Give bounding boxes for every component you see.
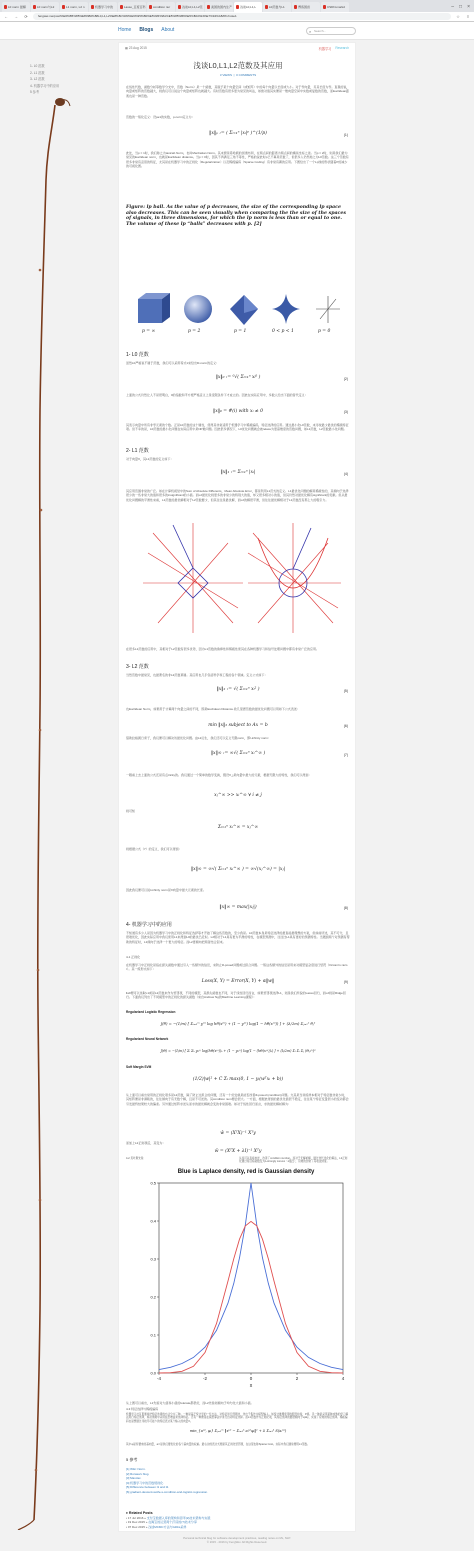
section-reg-p1: 在机器学习中正则化是指在损失函数中通过引入一些额外的信息，来防止ill-posed问题或过拟合问题。一般这些额外的信息是用来对模型复杂度进行惩罚（Occam's razor）。其一般形式如下： <box>126 963 348 972</box>
page-title: 浅谈L0,L1,L2范数及其应用 <box>193 61 283 70</box>
section-l2-p1: 当然范数中最常见，也最著名的非L2范数莫属。其应用也几乎包括科学和工程的各个领域。定义公式如下： <box>126 673 268 677</box>
section-l1-title: 2- L1 范数 <box>126 448 149 454</box>
y-tick-label: 0.2 <box>150 1294 156 1300</box>
section-reg-p5: 从而可以直接求逆，改善了condition number。而对于无解析解，通过迭代优化的算法，L2正则化通过将目标函数变为λ-strongly convex（λ强凸），有效的加快了其收敛速度。 <box>239 1157 348 1164</box>
astroid-shape <box>272 294 300 324</box>
equation-11: ‖x‖∞ = max(|xⱼ|) <box>219 905 257 910</box>
l1-l2-constraint-diagram <box>143 523 343 638</box>
series-line-laplace <box>159 1183 343 1370</box>
address-bar[interactable]: fengwei.me/post/%E6%B5%85%E8%B0%88L0,L1,L2%E8%8C%83%E6%95%B0%E5%8F%8A%E5%85%B6%E5%BA%94%E7%94%A8/#fn:fnote1 <box>33 13 451 20</box>
section-l1-p3: 在很多L1范数的应用中，其相对于L2范数有很多优势，因为L1范数的鲁棒性和稀疏性使其在各种机器学习和信号处理问题中都有非常广泛的应用。 <box>126 647 320 651</box>
octahedron-shape <box>230 295 258 325</box>
section-reg-p4: 而加上L2正则项后，其变为： <box>126 1141 166 1145</box>
related-item: • 19 Dec 2015 » 在淘宝的运营两个打造的(?)技术分享 <box>126 1520 197 1525</box>
related-item: • 07 Dec 2015 » 浅谈MCMC方法与Gibbs采样 <box>126 1524 187 1529</box>
y-tick-label: 0.4 <box>150 1218 156 1224</box>
reference-item[interactable]: [4] 机器学习中的范数规则化. <box>126 1480 165 1485</box>
browser-tab[interactable] <box>205 2 233 12</box>
chart-title: Blue is Laplace density, red is Gaussian density <box>177 1169 315 1175</box>
related-posts-title: ♦ Related Posts <box>126 1511 153 1515</box>
views-count: 3 VIEWS <box>219 73 233 77</box>
subsection-bayes: 4-2 贝叶斯先验 <box>126 1157 144 1160</box>
equation-5-number: (5) <box>343 689 348 693</box>
figure-caption: Figure: lp ball. As the value of p decreases, the size of the corresponding lp space also decreases. This can be seen visually when comparing the the size of the spaces of signals, in three dimensions, for which the lp norm is less than or equal to one. The volume of these lp “balls” decreases with p. [2] <box>126 205 347 227</box>
post-stats: 3 VIEWS | 0 COMMENTS <box>219 73 257 77</box>
site-header <box>0 22 474 40</box>
equation-8: xⱼ^∞ >> xᵢ^∞ ∀ i ≠ j <box>214 793 262 798</box>
close-icon[interactable]: × <box>467 4 470 10</box>
back-icon[interactable]: ← <box>4 14 8 19</box>
equation-12-number: (9) <box>343 980 348 984</box>
tab-label: L1 norm, L2 n <box>66 5 85 9</box>
x-axis-label: x <box>249 1383 253 1389</box>
y-tick-label: 0.3 <box>150 1256 156 1262</box>
section-l1-p1: 对于向量X，其L1范数的定义如下： <box>126 457 174 461</box>
label-svm: Soft Margin SVM <box>126 1065 152 1069</box>
post-date: ▦ 23 Aug 2015 <box>125 46 147 50</box>
x-tick-label: -4 <box>156 1376 162 1381</box>
equation-13: J(θ) = −(1/m) [ Σᵢ₌₁ᵐ y⁽ⁱ⁾ log hθ(x⁽ⁱ⁾) + (1 − y⁽ⁱ⁾) log(1 − hθ(x⁽ⁱ⁾)) ] + (λ/2m) Σⱼ₌₁ⁿ θⱼ² <box>160 1021 316 1026</box>
browser-tab[interactable] <box>147 2 175 12</box>
maximize-icon[interactable]: □ <box>459 4 463 10</box>
related-link[interactable]: 在淘宝的运营两个打造的(?)技术分享 <box>148 1520 197 1525</box>
section-reg-p2: ‖w‖便可以选取L1或是L2范数来作为惩罚项，不同的模型，其损失函数也不同，对于线性回归而言，如果惩罚项选择L1，则是我们所说的Lasso回归，而L2则是Ridge回归。下面我们列出了不同模型中的正则化的损失函数（来自Andrew Ng的Machine Learning课程）： <box>126 991 346 1000</box>
lp-ball-figure <box>126 293 350 341</box>
reference-item[interactable]: [2] Rorasa's blog. <box>126 1471 150 1476</box>
bulb-icon: ♦ <box>126 1511 129 1515</box>
tab-favicon-icon <box>91 5 95 9</box>
label-p-1: p = 1 <box>234 329 247 334</box>
reference-list <box>126 1467 208 1495</box>
section-reg-p3: 从上面可以看出常用的正则化项多是L2范数，除了防止过拟合的问题，还有一个好处就是能否改善ill-posed (condition)问题。尤其是当训练样本相对于特征数非常少时，其矩阵便是非满秩的，往往倾向于有无数个解，且是不可逆的。其condition num便会很大。一方面，根据此得到的最优化值很不稳定，往往某个特征变量很小的变动都会引发最终结果较大的偏差。另外通过矩阵求逆从而求的最优解就会变的非常困难。如对于线性回归而言，求的最优解析解为： <box>126 1093 349 1106</box>
equation-16: ŵ = (XᵀX)⁻¹ Xᵀy <box>220 1131 256 1136</box>
subsection-feature-selection: 4-3 特征选择与稀疏编码 <box>126 1407 159 1411</box>
section-bayes-p2: 从上图可以看出，L1先验对大值和小值的tolerate都很好，而L2先验则倾向于均匀化大值和小值。 <box>126 1401 254 1405</box>
browser-tab[interactable] <box>263 2 291 12</box>
equation-6: min ‖x‖₂ subject to Ax = b <box>208 723 268 728</box>
section-l0-p1: 虽然L0严格说不属于范数，我们可以采用等式1来给出l0-norm的定义： <box>126 361 220 365</box>
tab-favicon-icon <box>4 5 8 9</box>
search-input[interactable] <box>306 27 356 35</box>
section-ref-title: 5 参考 <box>126 1457 138 1462</box>
equation-17: ŵ = (XᵀX + λI)⁻¹ Xᵀy <box>214 1149 262 1154</box>
plot-frame <box>159 1183 343 1373</box>
tab-favicon-icon <box>149 5 153 9</box>
forward-icon[interactable]: → <box>14 14 18 19</box>
density-chart <box>141 1169 351 1399</box>
menu-icon[interactable]: ≡ <box>466 14 470 19</box>
toc-item-l2[interactable]: 3- L2 范数 <box>30 77 45 81</box>
x-tick-label: 2 <box>295 1376 299 1381</box>
star-icon[interactable]: ☆ <box>456 14 460 19</box>
search-icon: ⌕ <box>309 29 312 34</box>
equation-2: ‖x‖₀ := ⁰√( Σᵢ₌₁ⁿ xᵢ⁰ ) <box>215 375 261 380</box>
calendar-icon: ▦ <box>125 46 129 50</box>
equation-14: J(Θ) = −(1/m) [ Σᵢ Σₖ yₖ⁽ⁱ⁾ log(hΘ(x⁽ⁱ⁾))ₖ + (1 − yₖ⁽ⁱ⁾) log(1 − (hΘ(x⁽ⁱ⁾))ₖ) ] + (λ/2m) Σₗ Σᵢ Σⱼ (Θⱼᵢ⁽ˡ⁾)² <box>160 1049 316 1053</box>
browser-tab[interactable] <box>2 2 30 12</box>
tab-label: 机器学习中的 <box>95 5 114 9</box>
equation-1: ‖x‖ₚ := ( Σᵢ₌₁ⁿ |xᵢ|ᵖ )^(1/p) <box>209 131 267 136</box>
equation-3-number: (3) <box>343 410 348 414</box>
section-l0-p2: 上面的公式仍然让人不是很明白，0的指数和平方根严格意义上是受限条件下才成立的。因此在实际应用中，多数人给出下面的替代定义： <box>126 393 308 397</box>
tab-label: Lasso_百度百科 <box>124 5 146 9</box>
reload-icon[interactable]: ⟳ <box>24 14 28 19</box>
toc-item-l1[interactable]: 2- L1 范数 <box>30 70 45 75</box>
browser-tab[interactable] <box>89 2 117 12</box>
section-fs-p2: 其中φᵢ是所要求的基向量，aᵢ⁽ʲ⁾是我们要优化的各个基向量的权重。最右边的表达式便是其正则化惩罚项，在这里也称Sparse Cost。实际中我们通常便用L1范数。 <box>126 1443 310 1446</box>
section-ml-p1: 不知道有多少人是因为机器学习中的正则化和特征选择等才开始了解这些范数的，至少我是。L0范数本身是特征选择的最直接最理想的方案，但如前所述，其不可分，且很难优化，因此实际应用中我们使用L1来得到L0的最优凸近似。L2相对于L1具有更为平滑的特性，在模型预测中，往往比L1具有更好的预测特性。当遇到两个对预测有帮助的特征时，L1倾向于选择一个更大的特征。而L2更倾向把两者结合起来。 <box>126 931 350 944</box>
article <box>118 42 356 1532</box>
norm-def-text: 范数的一般化定义：设p≥1的实数，p-norm定义为： <box>126 115 195 119</box>
tab-favicon-icon <box>236 5 240 9</box>
nav-blogs[interactable]: Blogs <box>139 27 154 33</box>
equation-12: Loss(X, Y) = Error(X, Y) + α‖w‖ <box>201 979 275 984</box>
equation-10: ‖x‖∞ = ∞√( Σᵢ₌₁ⁿ xᵢ^∞ ) = ∞√(xⱼ^∞) = |xⱼ| <box>190 867 286 872</box>
tab-label: 浅谈L0,L1,L2范 <box>182 5 203 9</box>
reference-item[interactable]: [6] gradient-descent-wolfe-s-condition-and-logistic-regression. <box>126 1489 209 1494</box>
nav-home[interactable]: Home <box>118 27 132 33</box>
related-item: • 17 Jul 2016 » 支付宝数据入库的架构和思考(2)技术架构与实践 <box>126 1515 211 1520</box>
section-l2-p6: 则根据公式（7）的定义，我们可以得到： <box>126 847 182 851</box>
section-l2-p4: 一眼看上去上面的公式还是有点tricky的。我们通过一个简单的数学变换，假设X_j是向量中最大的元素，根据无限大的特性，我们可以得到： <box>126 773 312 777</box>
label-neural-net: Regularized Neural Network <box>126 1037 169 1041</box>
site-nav <box>118 27 174 33</box>
search-placeholder: Search... <box>314 29 327 33</box>
tab-favicon-icon <box>323 5 327 9</box>
browser-tab[interactable] <box>31 2 59 12</box>
section-ml-title: 4- 机器学习中的应用 <box>126 922 172 928</box>
tab-favicon-icon <box>33 5 37 9</box>
x-tick-label: 0 <box>249 1376 253 1381</box>
tab-label: condition nur <box>153 5 171 9</box>
series-line-gaussian <box>159 1221 343 1373</box>
section-l2-p5: 则可知 <box>126 809 136 813</box>
section-l0-p3: 其表示向量中所有非零元素的个数。正是L0范数的这个属性，使得其非常适用于机器学习中稀疏编码，特征选择的应用。通过最小化L0范数，来寻找最少最优的稀疏特征项。但不幸的是，L0范数的最小化问题在实际应用中是NP难问题。因此很多情况下，L0优化问题就会被relaxe为更高维度的范数问题，如L1范数，L2范数最小化问题。 <box>126 423 349 432</box>
browser-toolbar <box>0 12 474 22</box>
vine-decoration <box>0 90 80 1530</box>
equation-4-number: (4) <box>343 472 348 476</box>
browser-tab[interactable] <box>292 2 320 12</box>
equation-3: ‖x‖₀ = #(i) with xᵢ ≠ 0 <box>213 409 263 414</box>
browser-tab[interactable] <box>234 2 262 12</box>
equation-7-number: (7) <box>343 753 348 757</box>
tab-label: 博客园首 <box>298 5 311 9</box>
related-link[interactable]: 浅谈MCMC方法与Gibbs采样 <box>148 1524 187 1529</box>
section-l2-p2: 也Euclidean Norm，如果用于计算两个向量之间的不同，即是Euclidean Distance.欧几里德范数的最优化问题可以用如下公式表述： <box>126 707 300 711</box>
equation-18: min_{a⁽ʲ⁾, φᵢ} Σⱼ₌₁ᵐ ‖x⁽ʲ⁾ − Σᵢ₌₁ᵏ aᵢ⁽ʲ⁾φᵢ‖² + λ Σᵢ₌₁ᵏ S(aᵢ⁽ʲ⁾) <box>189 1429 287 1433</box>
category-research[interactable]: Research <box>335 46 349 50</box>
related-link[interactable]: 支付宝数据入库的架构和思考(2)技术架构与实践 <box>146 1515 211 1520</box>
equation-9: Σᵢ₌₁ⁿ xᵢ^∞ = xⱼ^∞ <box>217 825 259 830</box>
reference-item[interactable]: [3] MaxJax. <box>126 1476 142 1481</box>
tab-favicon-icon <box>120 5 124 9</box>
tab-label: 美国的国内生产 <box>211 5 233 9</box>
browser-tab-bar <box>0 0 474 12</box>
section-fs-p1: 机器学习社区里通常把特征选择的方法分为三种。一种是基于统计学的一些方法，对特征进行预筛选，选出子集作为模型输入。如统计推理使用的假设检验，P值。另一种是采用某种成熟的学习算法进行特征选择，如决策树中采用信息增益来选择特征。还有一种便是在模型算法中进行自动特征选择。而L1范数作为正则化项，其特征选择的图谱倾向于spiky，实现了有效的特征选择。稀疏编码也是想通过寻找尽可能少的特征表达某个输入的向量X。 <box>126 1413 349 1423</box>
browser-tab[interactable] <box>321 2 349 12</box>
window-controls <box>451 2 474 12</box>
axes-shape <box>316 296 340 323</box>
y-tick-label: 0.5 <box>150 1180 156 1186</box>
y-tick-label: 0.1 <box>150 1332 156 1338</box>
tab-label: L0范数与L1 <box>269 5 285 9</box>
equation-2-number: (2) <box>343 377 348 381</box>
tab-favicon-icon <box>207 5 211 9</box>
tab-label: CSDN-markd <box>327 5 345 9</box>
reference-item[interactable]: [5] Difference between l1 and l2. <box>126 1485 169 1490</box>
equation-11-number: (8) <box>343 906 348 910</box>
x-tick-label: 4 <box>341 1376 345 1381</box>
category-ml[interactable]: 机器学习 <box>318 47 332 51</box>
section-l2-p7: 因此我们便可以说l-infinity norm是X向量中最大元素的长度。 <box>126 888 206 892</box>
section-l2-p3: 借助拉格朗日乘子，我们便可以解决该最优化问题。由L2衍生，我们还可以定义无限norm，即l-infinity norm： <box>126 736 272 740</box>
label-p-0: p = 0 <box>318 329 331 334</box>
section-l2-title: 3- L2 范数 <box>126 664 149 670</box>
tab-favicon-icon <box>294 5 298 9</box>
equation-1-number: (1) <box>343 133 348 137</box>
after-eq1-paragraph: 此处，当p = 1时，我们称之为taxicab Norm，也叫Manhattan Norm。其来源是曼哈顿的街道布局，在两点间的距离为两点间的横纵坐标之差。当p = 2时，则是我们最为常见的Euclidean norm，也就是Euclidean distance。当p = 0时，因其不再满足三角不等性，严格的说此时p已不算是范数了，但很多人仍然称之为L0范数。这三个范数有很多非常有意思的特征，尤其是在机器学习中的正则化（Regularization）以及稀疏编码（Sparse Coding）有非常有趣的应用。下图给出了一个Lp球的形状随着P的减少的可视化图。 <box>126 151 349 169</box>
post-categories <box>319 46 349 51</box>
browser-tab[interactable] <box>176 2 204 12</box>
label-logistic: Regularized Logistic Regression <box>126 1010 176 1014</box>
equation-6-number: (6) <box>343 724 348 728</box>
footer-line-1: Personal technical blog for software development practices, reading notes on ML, NLP. <box>183 1536 291 1540</box>
tab-favicon-icon <box>62 5 66 9</box>
subsection-regularization: 4-1 正则化 <box>126 955 141 959</box>
browser-tab[interactable] <box>118 2 146 12</box>
toc-item-ml[interactable]: 4- 机器学习中的应用 <box>30 83 60 88</box>
tab-label: L0 norm 最解 <box>8 5 26 9</box>
minimize-icon[interactable]: – <box>451 4 455 10</box>
section-l0-title: 1- L0 范数 <box>126 352 149 358</box>
toc-item-ref[interactable]: 5 参考 <box>30 90 40 94</box>
density-chart-svg <box>141 1177 351 1399</box>
page-footer <box>0 1536 474 1544</box>
cube-shape <box>138 293 170 323</box>
browser-tab[interactable] <box>60 2 88 12</box>
comments-link[interactable]: 0 COMMENTS <box>236 73 257 77</box>
intro-paragraph: 在线性代数，函数分析等数学分支中，范数（Norm）是一个函数，其赋予某个向量空间（或矩阵）中的每个向量以长度或大小。对于零向量，另其长度为零。直观的说，向量或矩阵的范数越大，则我们可以说这个向量或矩阵也就越大。有时范数有很多更为常见的叫法，如绝对值其实便是一维向量空间中实数或复数的范数，而Euclidean距离也是一种范数。 <box>126 85 350 98</box>
equation-15: (1/2)|w|² + C Σᵢ max(0, 1 − yᵢ(wᵀxᵢ + b)) <box>192 1077 284 1082</box>
label-p-2: p = 2 <box>188 329 201 334</box>
tab-favicon-icon <box>265 5 269 9</box>
tab-label: 浅谈L0,L1,L <box>240 5 257 9</box>
sphere-shape <box>184 295 212 323</box>
nav-about[interactable]: About <box>161 27 175 33</box>
x-tick-label: -2 <box>202 1376 208 1381</box>
footer-copyright: © 2015 - 2016 by FengWei. All Rights Reserved. <box>206 1540 268 1544</box>
equation-4: ‖x‖₁ := Σᵢ₌₁ⁿ |xᵢ| <box>220 470 256 475</box>
tab-favicon-icon <box>178 5 182 9</box>
equation-7: ‖x‖∞ := ∞√( Σᵢ₌₁ⁿ xᵢ^∞ ) <box>210 751 266 756</box>
label-p-frac: 0 < p < 1 <box>272 329 294 334</box>
section-l1-p2: 其应用范围非常的广泛。如在计算机视觉中的Sum of Absolute Differents，Mean Absolute Error，都是利用L1范式的定义。L1最优化问题的解是稀疏性的，其倾向于选择很少的一些非常大的值和很多的insignificant的小值。而L2最优化则更多的非常少的特别大的值，却又很多相对小的值，但其仍然对最优化解有significant的贡献。但从最优化问题解的平滑性来看，L1范数的最优解相对于L2范数要少，但其往往是最优解，而L2的解很平滑，但往往最优解相对于L1范数没有那么大的吸引力。 <box>126 489 349 502</box>
label-p-inf: p = ∞ <box>142 329 156 334</box>
related-posts <box>126 1511 210 1529</box>
lp-ball-shapes <box>126 293 350 329</box>
y-tick-label: 0.0 <box>150 1370 156 1376</box>
equation-5: ‖x‖₂ := √( Σᵢ₌₁ⁿ xᵢ² ) <box>216 687 260 692</box>
toc-item-l0[interactable]: 1- L0 范数 <box>30 64 45 68</box>
reference-item[interactable]: [1] Wiki: Norm. <box>126 1467 146 1471</box>
tab-label: L0 norm与L2 <box>37 5 55 9</box>
